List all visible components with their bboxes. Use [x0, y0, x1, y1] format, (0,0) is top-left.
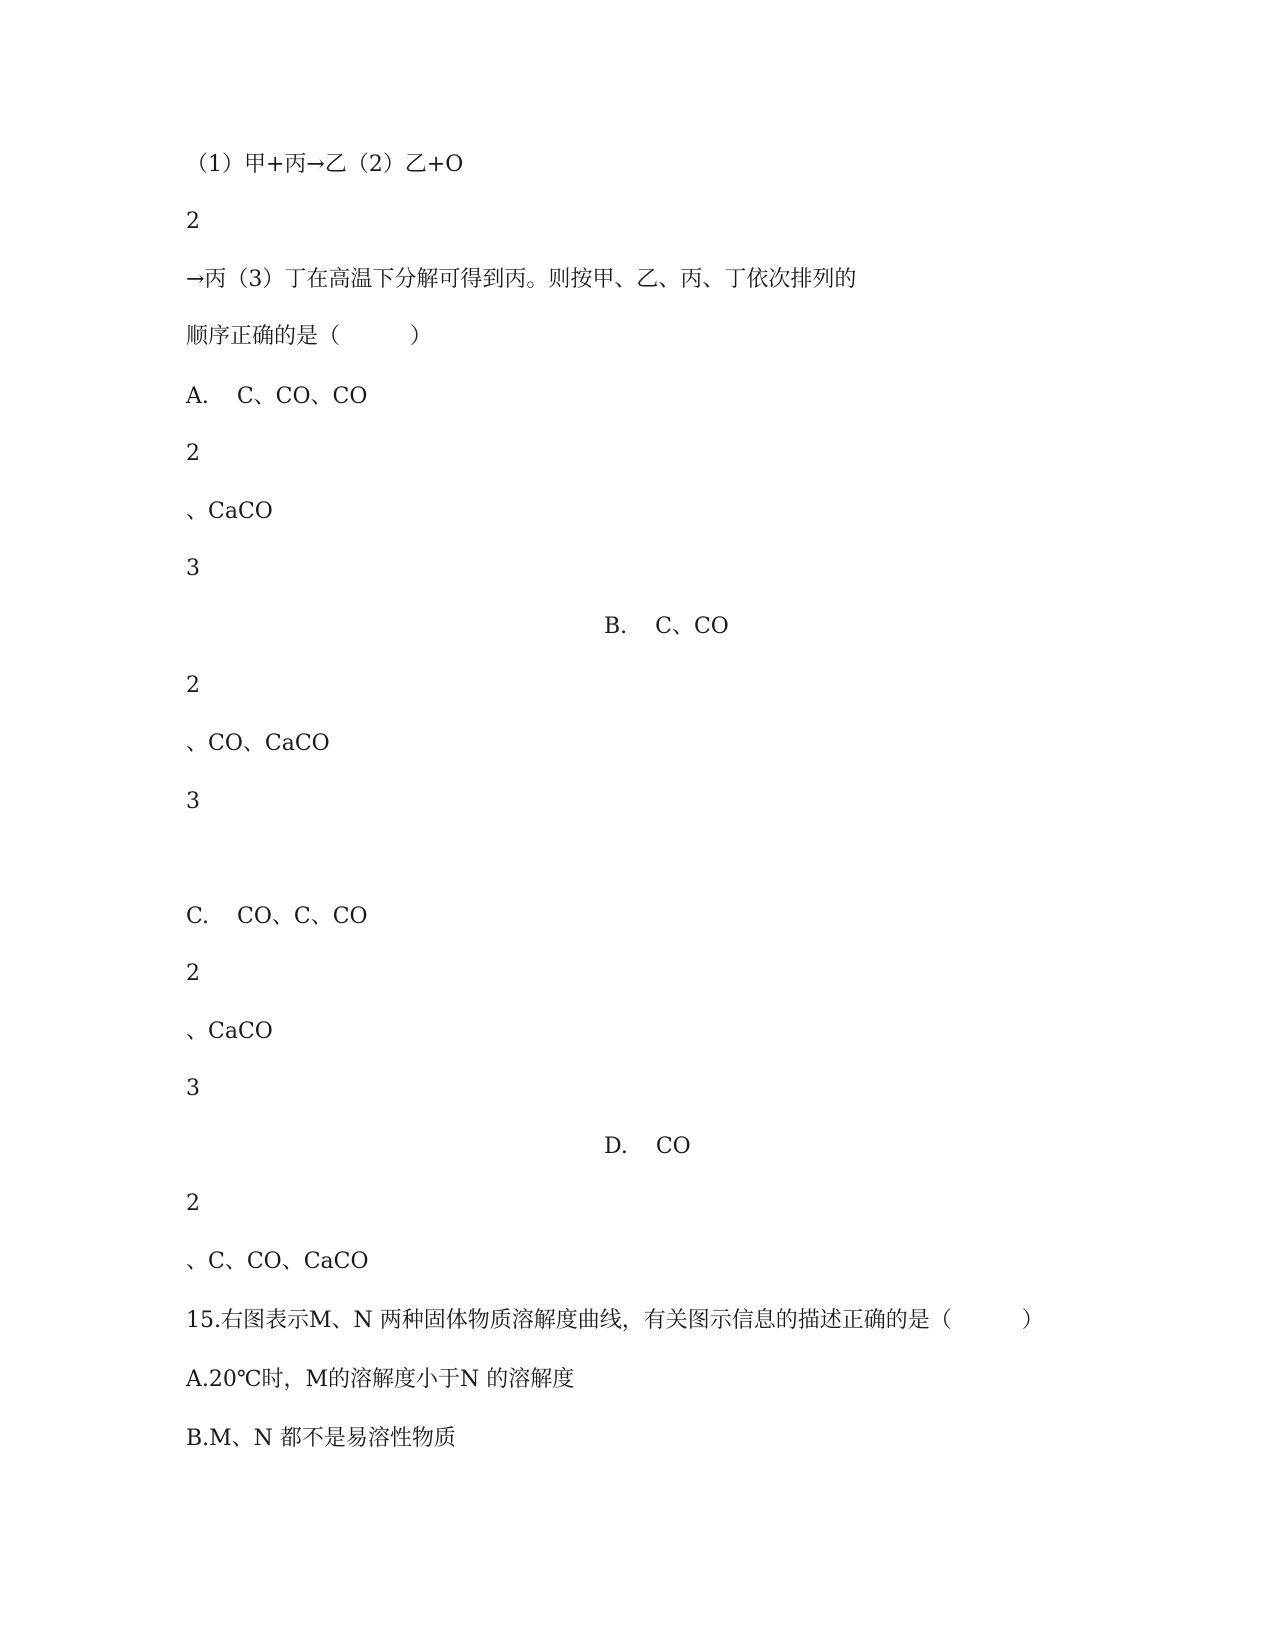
- option-c: C. CO、C、CO: [186, 904, 368, 929]
- option-d: D. CO: [604, 1134, 691, 1159]
- subscript-line: 2: [186, 1191, 200, 1216]
- option-d-continued: 、C、CO、CaCO: [186, 1249, 369, 1274]
- subscript-line: 2: [186, 961, 200, 986]
- option-b-continued: 、CO、CaCO: [186, 731, 330, 756]
- option-c-continued: 、CaCO: [186, 1019, 273, 1044]
- question-14-prompt: 顺序正确的是（ ）: [186, 324, 432, 349]
- option-a-continued: 、CaCO: [186, 499, 273, 524]
- subscript-line: 3: [186, 1076, 200, 1101]
- question-14-condition-3: →丙（3）丁在高温下分解可得到丙。则按甲、乙、丙、丁依次排列的: [186, 267, 857, 292]
- question-14-condition-1-2: （1）甲+丙→乙（2）乙+O: [186, 152, 464, 177]
- subscript-line: 2: [186, 209, 200, 234]
- question-15-prompt: 15.右图表示M、N 两种固体物质溶解度曲线，有关图示信息的描述正确的是（ ）: [186, 1308, 1044, 1333]
- option-b: B. C、CO: [604, 614, 729, 639]
- subscript-line: 2: [186, 673, 200, 698]
- question-15-option-a: A.20℃时，M的溶解度小于N 的溶解度: [186, 1367, 575, 1392]
- question-15-option-b: B.M、N 都不是易溶性物质: [186, 1426, 456, 1451]
- subscript-line: 2: [186, 441, 200, 466]
- subscript-line: 3: [186, 556, 200, 581]
- subscript-line: 3: [186, 789, 200, 814]
- option-a: A. C、CO、CO: [186, 384, 368, 409]
